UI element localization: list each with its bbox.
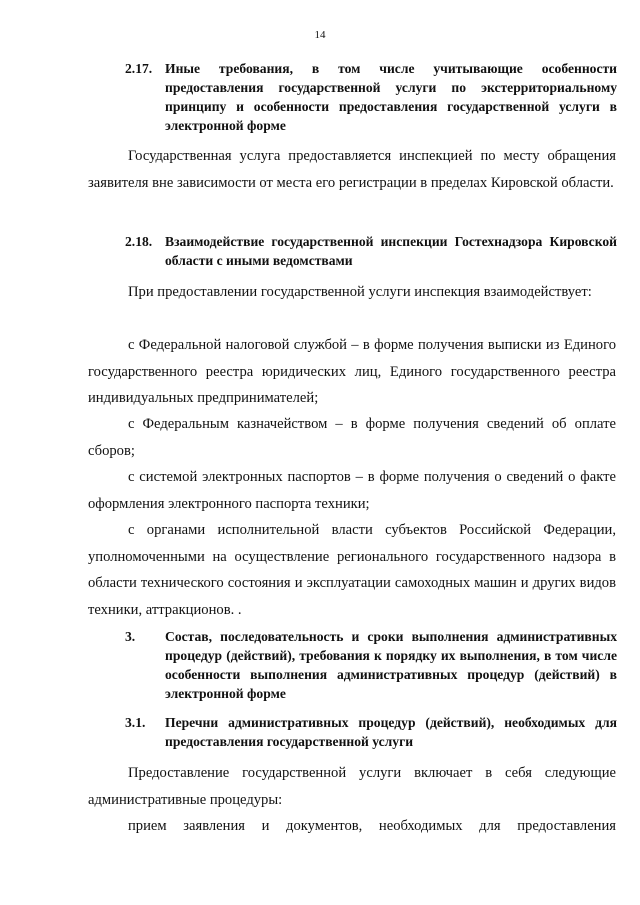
paragraph-2-18-item-2: с Федеральным казначейством – в форме получения сведений об оплате сборов;	[88, 416, 616, 459]
paragraph-2-18-item-1: с Федеральной налоговой службой – в форме получения выписки из Единого государственного реестра юридических лиц, Единого государственного реестра индивидуальных предпринимателей;	[88, 337, 616, 406]
heading-2-17-number: 2.17.	[125, 61, 153, 76]
paragraph-2-18-intro: При предоставлении государственной услуги инспекция взаимодействует:	[128, 284, 592, 300]
heading-2-18-number: 2.18.	[125, 234, 153, 249]
heading-3	[125, 627, 617, 703]
heading-3-1-title: Перечни административных процедур (действий), необходимых для предоставления государственной услуги	[165, 715, 617, 749]
heading-3-1-number: 3.1.	[125, 715, 146, 730]
page-number: 14	[314, 29, 326, 41]
heading-3-number: 3.	[125, 629, 136, 644]
paragraph-2-18-item-4: с органами исполнительной власти субъектов Российской Федерации, уполномоченными на осуществление регионального государственного надзора в области технического состояния и эксплуатации самоходных машин и других видов техники, аттракционов. .	[88, 522, 616, 618]
paragraph-2-18-item-3: с системой электронных паспортов – в форме получения о сведений о факте оформления электронного паспорта техники;	[88, 469, 616, 512]
heading-2-17-title: Иные требования, в том числе учитывающие особенности предоставления государственной услуги по экстерриториальному принципу и особенности предоставления государственной услуги в электронной форме	[165, 61, 617, 133]
heading-2-18-title: Взаимодействие государственной инспекции Гостехнадзора Кировской области с иными ведомствами	[165, 234, 617, 268]
heading-3-title: Состав, последовательность и сроки выполнения административных процедур (действий), требования к порядку их выполнения, в том числе особенности выполнения административных процедур (действий) в электронной форме	[165, 629, 617, 701]
heading-2-17	[125, 59, 617, 135]
paragraph-2-17-text: Государственная услуга предоставляется инспекцией по месту обращения заявителя вне зависимости от места его регистрации в пределах Кировской области.	[88, 148, 616, 191]
heading-3-1	[125, 713, 617, 751]
paragraph-3-1-intro: Предоставление государственной услуги включает в себя следующие административные процедуры:	[88, 765, 616, 808]
paragraph-3-1-item-1: прием заявления и документов, необходимых для предоставления	[128, 818, 616, 834]
heading-2-18	[125, 232, 617, 270]
